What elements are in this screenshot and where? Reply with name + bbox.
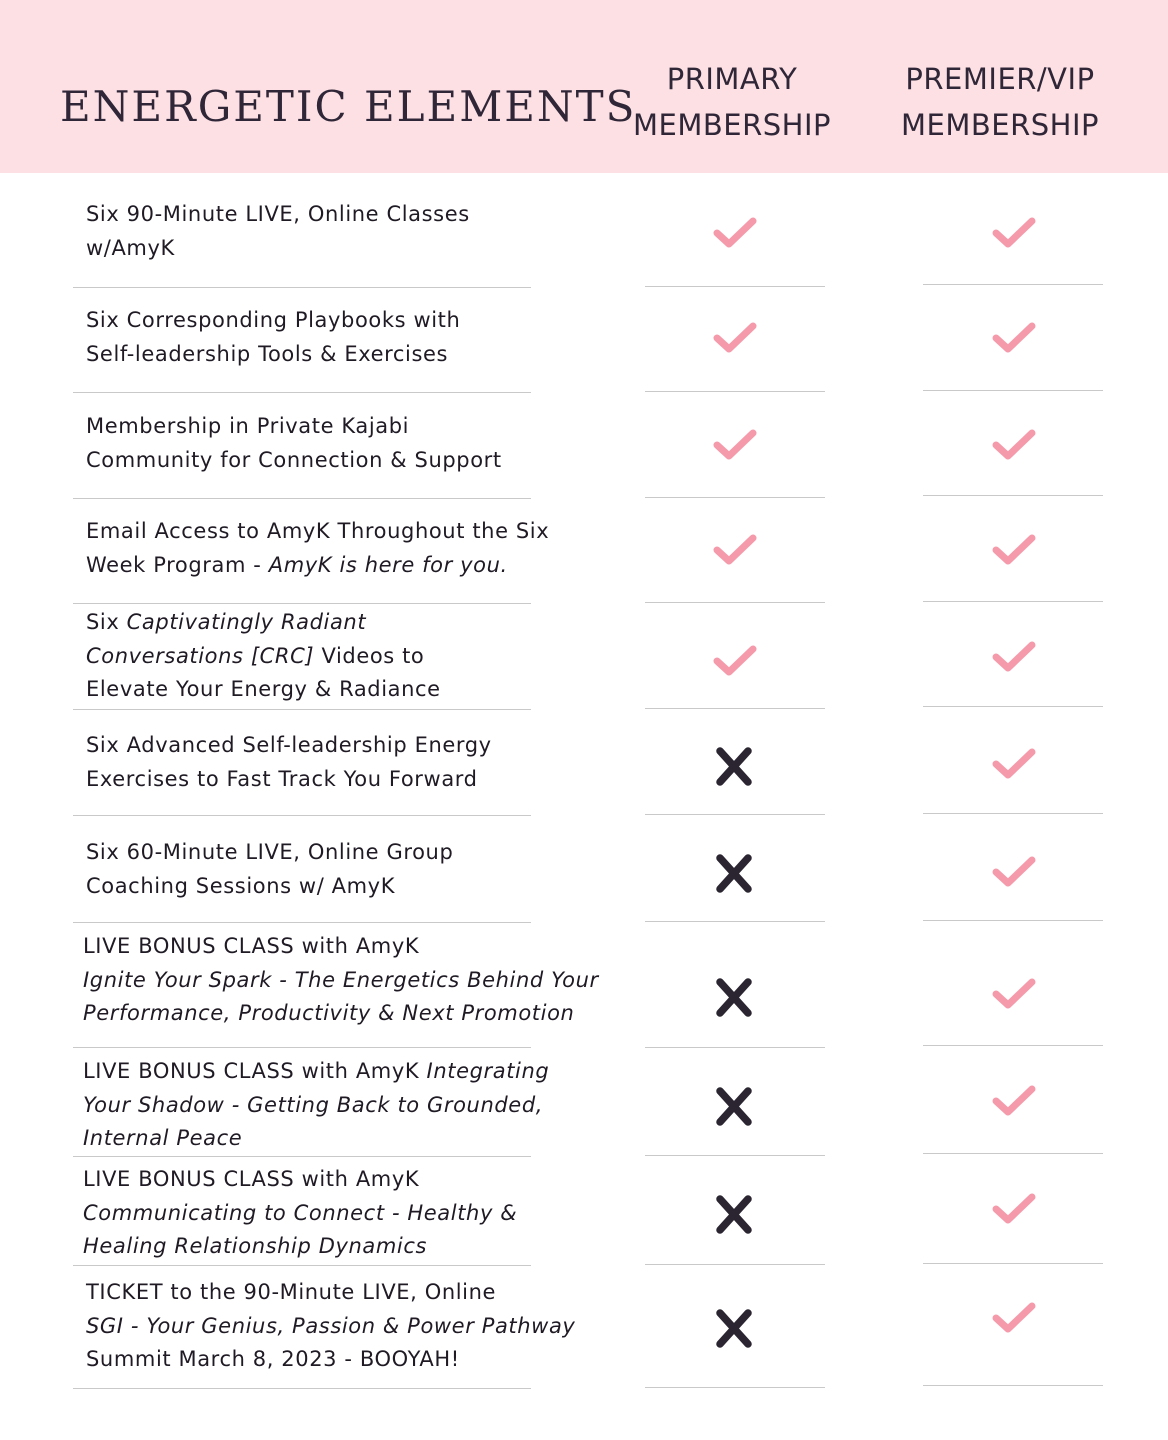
primary-cross-icon: [711, 1309, 759, 1349]
feature-text: [86, 304, 646, 371]
feature-text: [86, 410, 646, 477]
feature-text: [83, 1055, 643, 1156]
feature-text-italic: Internal Peace: [83, 1126, 243, 1150]
feature-text-italic: Captivatingly Radiant: [126, 610, 367, 634]
feature-text-italic: Your Shadow - Getting Back to Grounded,: [83, 1092, 544, 1117]
feature-divider: [73, 392, 531, 393]
primary-cross-icon: [711, 978, 759, 1018]
feature-text: [86, 198, 646, 265]
primary-divider: [645, 1387, 825, 1388]
feature-text-italic: SGI - Your Genius, Passion & Power Pathway: [86, 1313, 576, 1338]
primary-check-icon: [711, 213, 759, 253]
primary-divider: [645, 1264, 825, 1265]
column-header-premier-line2: MEMBERSHIP: [901, 108, 1099, 142]
feature-text-italic: Ignite Your Spark - The Energetics Behind Your: [83, 967, 599, 992]
premier-check-icon: [990, 974, 1038, 1014]
feature-divider: [73, 1265, 531, 1266]
premier-divider: [923, 284, 1103, 285]
premier-check-icon: [990, 637, 1038, 677]
primary-divider: [645, 391, 825, 392]
feature-divider: [73, 1388, 531, 1389]
feature-line: [83, 1055, 643, 1089]
feature-line: [83, 997, 643, 1031]
premier-divider: [923, 813, 1103, 814]
feature-text: [83, 1163, 643, 1264]
feature-text-segment: Six Corresponding Playbooks with: [86, 308, 461, 332]
feature-line: [86, 1310, 646, 1344]
primary-cross-icon: [711, 854, 759, 894]
primary-cross-icon: [711, 1195, 759, 1235]
feature-text-italic: Integrating: [426, 1059, 550, 1083]
feature-line: [83, 1230, 643, 1264]
column-header-premier-line1: PREMIER/VIP: [905, 62, 1095, 96]
feature-line: [83, 1122, 643, 1156]
feature-text-segment: Self-leadership Tools & Exercises: [86, 341, 449, 366]
column-header-primary-line1: PRIMARY: [666, 62, 798, 96]
premier-divider: [923, 1045, 1103, 1046]
primary-divider: [645, 602, 825, 603]
feature-text-segment: Exercises to Fast Track You Forward: [86, 766, 478, 791]
feature-text-segment: Six 60-Minute LIVE, Online Group: [86, 840, 454, 864]
feature-divider: [73, 815, 531, 816]
column-header-primary: [592, 56, 872, 148]
feature-text-segment: Membership in Private Kajabi: [86, 414, 410, 438]
primary-cross-icon: [711, 747, 759, 787]
premier-check-icon: [990, 530, 1038, 570]
feature-divider: [73, 1156, 531, 1157]
feature-text: [86, 515, 646, 582]
feature-line: [86, 729, 646, 763]
feature-text-segment: Week Program -: [86, 552, 269, 577]
feature-text-segment: w/AmyK: [86, 235, 175, 260]
feature-line: [83, 930, 643, 964]
feature-text-segment: Email Access to AmyK Throughout the Six: [86, 519, 550, 543]
primary-divider: [645, 1047, 825, 1048]
page-title: ENERGETIC ELEMENTS: [60, 82, 637, 131]
primary-divider: [645, 497, 825, 498]
primary-check-icon: [711, 425, 759, 465]
feature-line: [83, 1163, 643, 1197]
premier-check-icon: [990, 425, 1038, 465]
primary-divider: [645, 1155, 825, 1156]
feature-text-italic: Conversations [CRC]: [86, 643, 315, 668]
feature-line: [86, 444, 646, 478]
feature-text-segment: Coaching Sessions w/ AmyK: [86, 873, 396, 898]
premier-divider: [923, 601, 1103, 602]
premier-check-icon: [990, 1081, 1038, 1121]
primary-check-icon: [711, 641, 759, 681]
feature-text-italic: Healing Relationship Dynamics: [83, 1234, 428, 1258]
feature-text-segment: Six: [86, 610, 127, 634]
feature-text: [86, 1276, 646, 1377]
primary-divider: [645, 708, 825, 709]
feature-line: [86, 870, 646, 904]
feature-line: [86, 763, 646, 797]
feature-divider: [73, 603, 531, 604]
premier-divider: [923, 1385, 1103, 1386]
feature-text-segment: Videos to: [314, 643, 425, 668]
feature-divider: [73, 709, 531, 710]
feature-text-italic: Communicating to Connect - Healthy &: [83, 1200, 518, 1225]
feature-line: [86, 232, 646, 266]
feature-line: [86, 304, 646, 338]
feature-text-segment: LIVE BONUS CLASS with AmyK: [83, 1167, 420, 1191]
feature-line: [83, 964, 643, 998]
primary-cross-icon: [711, 1087, 759, 1127]
feature-text-segment: LIVE BONUS CLASS with AmyK: [83, 934, 420, 958]
feature-line: [86, 549, 646, 583]
feature-text-segment: Summit March 8, 2023 - BOOYAH!: [86, 1347, 460, 1371]
feature-divider: [73, 1047, 531, 1048]
premier-check-icon: [990, 852, 1038, 892]
primary-divider: [645, 921, 825, 922]
premier-divider: [923, 706, 1103, 707]
feature-line: [86, 673, 646, 707]
feature-line: [86, 198, 646, 232]
feature-divider: [73, 922, 531, 923]
feature-text-segment: Elevate Your Energy & Radiance: [86, 677, 441, 701]
premier-check-icon: [990, 318, 1038, 358]
feature-line: [86, 338, 646, 372]
feature-line: [86, 410, 646, 444]
feature-text-italic: Performance, Productivity & Next Promotion: [83, 1001, 575, 1025]
premier-divider: [923, 1263, 1103, 1264]
feature-line: [86, 515, 646, 549]
feature-divider: [73, 287, 531, 288]
premier-check-icon: [990, 213, 1038, 253]
primary-divider: [645, 286, 825, 287]
premier-check-icon: [990, 1298, 1038, 1338]
feature-divider: [73, 498, 531, 499]
feature-text: [83, 930, 643, 1031]
feature-line: [83, 1197, 643, 1231]
feature-text-segment: LIVE BONUS CLASS with AmyK: [83, 1059, 427, 1083]
feature-text: [86, 729, 646, 796]
feature-text-segment: Six 90-Minute LIVE, Online Classes: [86, 202, 470, 226]
feature-line: [86, 836, 646, 870]
feature-text-segment: Community for Connection & Support: [86, 447, 502, 472]
header-band: [0, 0, 1168, 173]
primary-check-icon: [711, 530, 759, 570]
premier-divider: [923, 920, 1103, 921]
premier-divider: [923, 390, 1103, 391]
feature-line: [86, 640, 646, 674]
premier-check-icon: [990, 744, 1038, 784]
feature-text-segment: TICKET to the 90-Minute LIVE, Online: [86, 1280, 497, 1304]
feature-text: [86, 836, 646, 903]
primary-divider: [645, 814, 825, 815]
premier-divider: [923, 1153, 1103, 1154]
primary-check-icon: [711, 318, 759, 358]
feature-line: [86, 1343, 646, 1377]
column-header-primary-line2: MEMBERSHIP: [633, 108, 831, 142]
feature-line: [86, 1276, 646, 1310]
premier-divider: [923, 495, 1103, 496]
feature-line: [83, 1089, 643, 1123]
column-header-premier: [860, 56, 1140, 148]
feature-text-italic: AmyK is here for you.: [268, 552, 508, 577]
premier-check-icon: [990, 1189, 1038, 1229]
feature-line: [86, 606, 646, 640]
feature-text-segment: Six Advanced Self-leadership Energy: [86, 733, 492, 757]
feature-text: [86, 606, 646, 707]
